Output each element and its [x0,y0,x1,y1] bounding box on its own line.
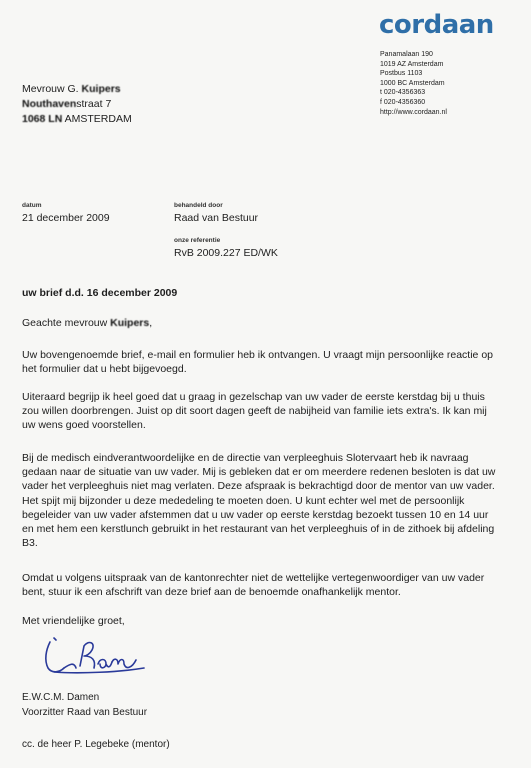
paragraph-line: en met hem een kerstlunch gebruikt in het restaurant van het verpleeghuis of in de zithoek bij afdeling [22,523,495,536]
paragraph-line: Het spijt mij bijzonder u deze mededeling te moeten doen. U kunt echter wel met de persoonlijk [22,494,465,507]
paragraph-4 [22,571,517,599]
paragraph-line: B3. [22,537,38,550]
subject-line: uw brief d.d. 16 december 2009 [22,287,178,299]
closing: Met vriendelijke groet, [22,615,125,627]
cordaan-logo: cordaan [379,10,494,40]
addressee-city: AMSTERDAM [64,113,132,125]
paragraph-3 [22,451,517,550]
date-value: 21 december 2009 [22,212,110,224]
cc-line: cc. de heer P. Legebeke (mentor) [22,739,170,750]
sender-address [380,50,447,117]
reference-value: RvB 2009.227 ED/WK [174,247,278,259]
sender-line: 1019 AZ Amsterdam [380,60,444,68]
paragraph-line: Uiteraard begrijp ik heel goed dat u graag in gezelschap van uw vader de eerste kerstdag bij u thuis [22,391,485,403]
addressee-name-line [22,82,132,97]
greeting-suffix: , [149,317,153,329]
sender-line: 1000 BC Amsterdam [380,79,445,87]
paragraph-line: gedaan naar de situatie van uw vader. Mij is gebleken dat er om meerdere redenen besloten is dat uw [22,466,496,479]
sender-line: f 020-4356360 [380,98,426,106]
redacted-postcode: 1068 LN [22,113,63,125]
sender-line: t 020-4356363 [380,89,426,97]
sender-line: Panamalaan 190 [380,51,433,58]
paragraph-line: Uw bovengenoemde brief, e-mail en formulier heb ik ontvangen. U vraagt mijn persoonlijke reactie op [22,349,493,361]
greeting [22,316,517,330]
handled-by-value: Raad van Bestuur [174,212,259,224]
paragraph-line: bent, stuur ik een afschrift van deze brief aan de benoemde onafhankelijk mentor. [22,586,401,599]
reference-label: onze referentie [174,237,221,244]
paragraph-line: Bij de medisch eindverantwoordelijke en de directie van verpleeghuis Slotervaart heb ik navraag [22,452,469,464]
signatory-title: Voorzitter Raad van Bestuur [22,707,148,718]
sender-line: Postbus 1103 [380,70,423,78]
sender-line: http://www.cordaan.nl [380,108,447,116]
signature [40,628,150,678]
greeting-prefix: Geachte mevrouw [22,317,108,329]
redacted-greeting-name: Kuipers [110,317,150,329]
date-label: datum [22,202,42,209]
addressee-street-line [22,97,132,112]
paragraph-line: zou willen doorbrengen. Juist op dit soort dagen geeft de nabijheid van familie iets extra's. Ik kan mij [22,405,487,418]
handled-by-label: behandeld door [174,202,223,209]
addressee-block [22,82,132,127]
paragraph-line: Omdat u volgens uitspraak van de kantonrechter niet de wettelijke vertegenwoordiger van uw vader [22,572,485,584]
redacted-street: Nouthaven [22,98,77,110]
paragraph-1 [22,348,517,376]
paragraph-line: vader het verpleeghuis niet mag verlaten. Deze afspraak is bekrachtigd door de mentor van uw vader. [22,480,495,493]
signatory-name: E.W.C.M. Damen [22,692,100,703]
paragraph-2 [22,390,517,433]
paragraph-line: begeleider van uw vader afstemmen dat u uw vader op eerste kerstdag bezoekt tussen 10 en 14 uur [22,508,489,521]
paragraph-line: uw wens goed voorstellen. [22,419,146,432]
addressee-city-line [22,112,132,127]
paragraph-line: het formulier dat u hebt bijgevoegd. [22,363,187,376]
addressee-prefix: Mevrouw G. [22,83,79,95]
street-suffix: straat 7 [76,98,112,110]
redacted-name: Kuipers [81,83,121,95]
